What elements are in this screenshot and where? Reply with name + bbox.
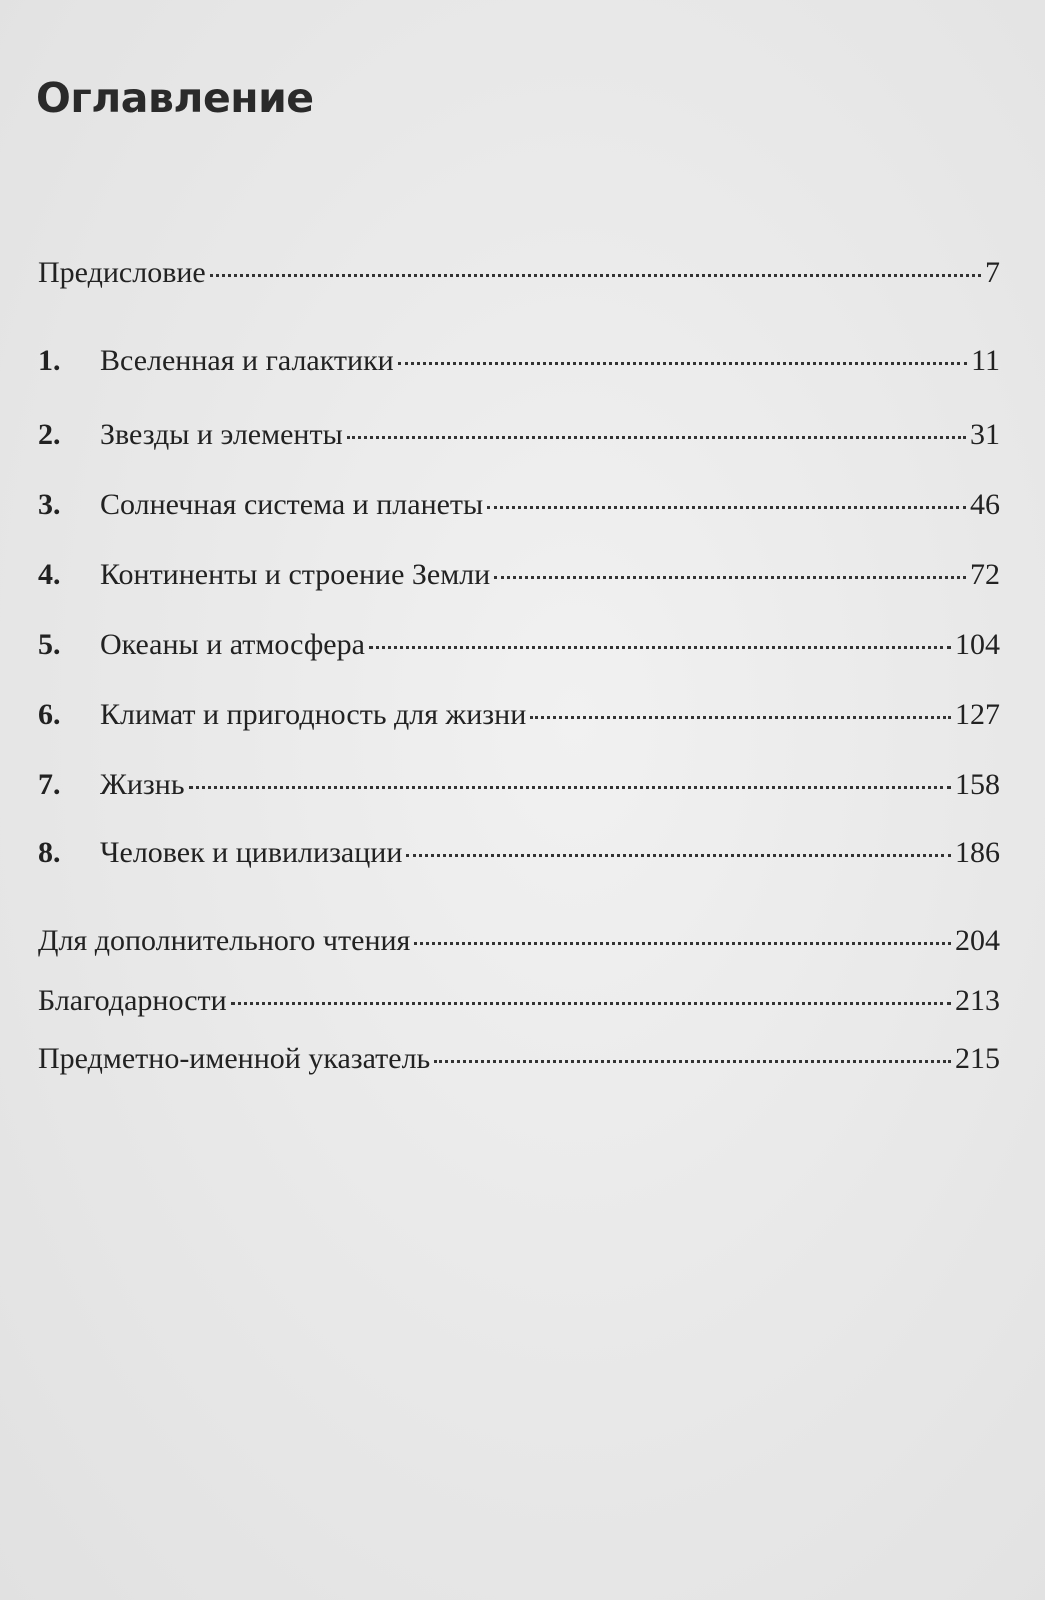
chapter-number: 1.	[38, 344, 61, 377]
chapter-number: 6.	[38, 698, 61, 731]
toc-entry-page: 186	[955, 836, 1000, 869]
toc-entry-page: 46	[970, 488, 1000, 521]
dot-leader	[406, 854, 951, 857]
toc-entry-page: 104	[955, 628, 1000, 661]
toc-entry-chapter-8	[38, 836, 1000, 872]
toc-entry-chapter-7	[38, 768, 1000, 804]
toc-entry-label: Солнечная система и планеты	[100, 488, 484, 521]
chapter-number: 4.	[38, 558, 61, 591]
toc-entry-index	[38, 1042, 1000, 1078]
toc-entry-page: 204	[955, 924, 1000, 957]
chapter-number: 8.	[38, 836, 61, 869]
toc-entry-preface	[38, 256, 1000, 292]
toc-entry-page: 7	[985, 256, 1000, 289]
dot-leader	[494, 576, 966, 579]
dot-leader	[487, 506, 966, 509]
toc-entry-page: 72	[970, 558, 1000, 591]
dot-leader	[398, 362, 967, 365]
toc-entry-label: Предметно-именной указатель	[38, 1042, 431, 1075]
toc-entry-page: 11	[971, 344, 1000, 377]
toc-entry-label: Предисловие	[38, 256, 206, 289]
toc-entry-chapter-3	[38, 488, 1000, 524]
toc-entry-label: Вселенная и галактики	[100, 344, 394, 377]
toc-entry-acknowledgements	[38, 984, 1000, 1020]
dot-leader	[210, 274, 981, 277]
dot-leader	[530, 716, 951, 719]
toc-entry-label: Звезды и элементы	[100, 418, 343, 451]
toc-entry-page: 127	[955, 698, 1000, 731]
dot-leader	[434, 1060, 951, 1063]
toc-entry-label: Благодарности	[38, 984, 227, 1017]
dot-leader	[347, 436, 966, 439]
chapter-number: 3.	[38, 488, 61, 521]
toc-entry-page: 158	[955, 768, 1000, 801]
dot-leader	[231, 1002, 951, 1005]
toc-entry-label: Для дополнительного чтения	[38, 924, 411, 957]
chapter-number: 5.	[38, 628, 61, 661]
toc-entry-label: Континенты и строение Земли	[100, 558, 491, 591]
toc-entry-page: 31	[970, 418, 1000, 451]
toc-entry-page: 213	[955, 984, 1000, 1017]
toc-entry-further-reading	[38, 924, 1000, 960]
chapter-number: 2.	[38, 418, 61, 451]
toc-entry-label: Океаны и атмосфера	[100, 628, 365, 661]
toc-entry-chapter-4	[38, 558, 1000, 594]
toc-entry-label: Климат и пригодность для жизни	[100, 698, 527, 731]
page-title: Оглавление	[36, 74, 314, 122]
dot-leader	[369, 646, 951, 649]
toc-entry-chapter-1	[38, 344, 1000, 380]
dot-leader	[189, 786, 951, 789]
toc-entry-chapter-2	[38, 418, 1000, 454]
toc-entry-label: Жизнь	[100, 768, 185, 801]
chapter-number: 7.	[38, 768, 61, 801]
toc-entry-chapter-6	[38, 698, 1000, 734]
toc-entry-chapter-5	[38, 628, 1000, 664]
toc-entry-page: 215	[955, 1042, 1000, 1075]
toc-entry-label: Человек и цивилизации	[100, 836, 403, 869]
dot-leader	[414, 942, 951, 945]
